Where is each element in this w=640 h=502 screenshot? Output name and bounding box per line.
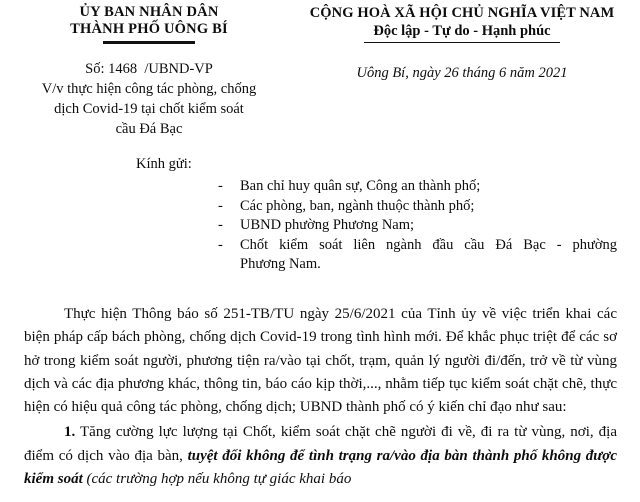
bullet-dash: - [218,178,223,194]
document-header [0,0,640,140]
national-name: CỘNG HOÀ XÃ HỘI CHỦ NGHĨA VIỆT NAM [309,5,615,21]
bullet-dash: - [218,197,223,214]
clause-text-emphasis: tuyệt đối không để tình trạng ra/vào địa bàn thành phố không được kiểm soát [24,447,617,488]
clause-text-parenthetical: (các trường hợp nếu không tự giác khai báo [82,471,352,488]
issuing-authority-line-1: ỦY BAN NHÂN DÂN [79,4,219,20]
list-item [218,197,617,217]
issuing-authority-block [8,4,290,139]
national-heading-block [292,4,632,83]
recipient-text-continuation: Phương Nam. [240,256,321,272]
recipient-text: Ban chỉ huy quân sự, Công an thành phố; [240,178,481,194]
recipients-list [218,177,617,275]
issuing-authority-line-2: THÀNH PHỐ UÔNG BÍ [70,21,228,37]
national-motto: Độc lập - Tự do - Hạnh phúc [373,23,551,39]
list-item-continuation [218,255,617,275]
issuing-authority-underline [103,41,195,44]
national-motto-underline [364,42,560,43]
document-body [24,303,617,491]
recipient-text: Chốt kiểm soát liên ngành đầu cầu Đá Bạc - phường [240,236,617,253]
clause-text-plain: Tăng cường lực lượng tại Chốt, kiểm soát chặt chẽ người đi về, đi ra từ vùng, nơi, địa điểm có dịch vào địa bàn, [24,424,617,464]
salutation: Kính gửi: [136,156,192,172]
bullet-dash: - [218,236,223,253]
list-item [218,177,617,197]
recipient-text: UBND phường Phương Nam; [240,217,415,233]
place-and-date: Uông Bí, ngày 26 tháng 6 năm 2021 [356,65,568,82]
body-paragraph-2 [24,421,617,491]
list-item [218,236,617,256]
subject-line-3: cầu Đá Bạc [115,120,183,137]
bullet-dash: - [218,217,223,233]
subject-line-2: dịch Covid-19 tại chốt kiểm soát [54,100,244,117]
document-number: Số: 1468 /UBND-VP [85,60,213,77]
recipient-text: Các phòng, ban, ngành thuộc thành phố; [240,197,475,214]
body-paragraph-1: Thực hiện Thông báo số 251-TB/TU ngày 25/6/2021 của Tỉnh ủy về việc triển khai các biện pháp cấp bách phòng, chống dịch Covid-19 trong tình hình mới. Để khắc phục triệt để các sơ hở trong kiểm soát người, phương tiện ra/vào tại chốt, trạm, quản lý người đi/đến, trở về từ vùng dịch và các địa phương khác, thông tin, báo cáo kịp thời,..., nhằm tiếp tục kiểm soát chặt chẽ, thực hiện có hiệu quả công tác phòng, chống dịch; UBND thành phố có ý kiến chỉ đạo như sau: [24,306,617,416]
bullet-spacer [218,255,240,275]
clause-number: 1. [64,424,76,441]
list-item [218,216,617,236]
subject-line-1: V/v thực hiện công tác phòng, chống [41,80,257,97]
